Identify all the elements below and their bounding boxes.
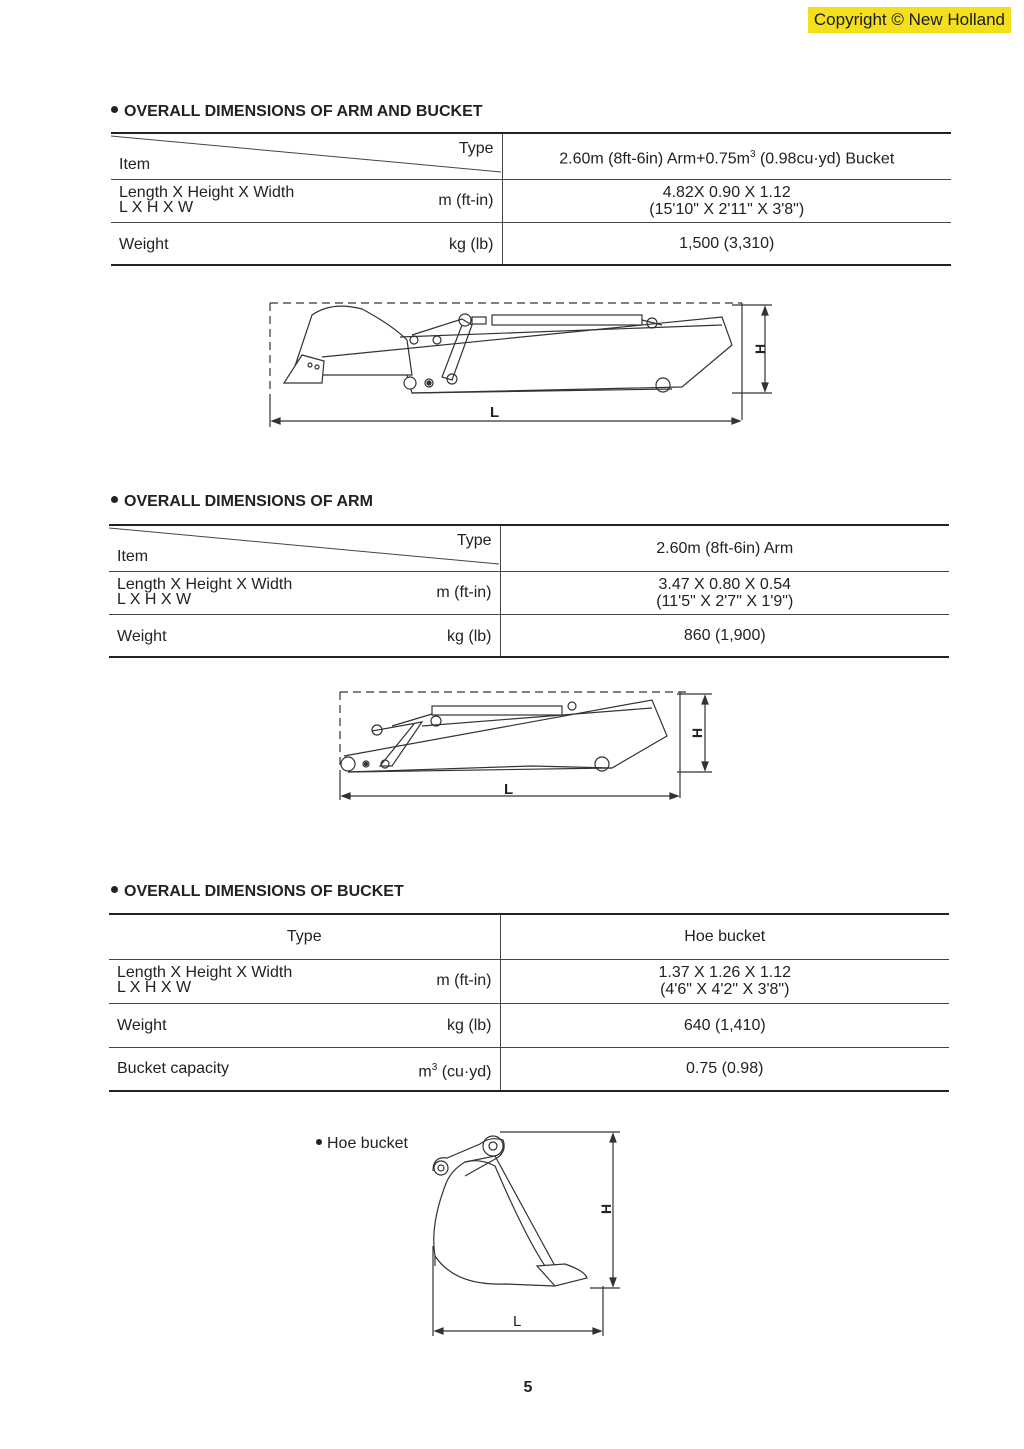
row-sublabel: L X H X W [117, 590, 192, 608]
row-value: 3.47 X 0.80 X 0.54 [658, 575, 792, 593]
row-unit: m (ft-in) [436, 583, 492, 601]
row-label: Length X Height X Width [117, 575, 293, 593]
row-value: 4.82X 0.90 X 1.12 [662, 183, 791, 201]
row-value: 0.75 (0.98) [686, 1060, 764, 1078]
height-label: H [598, 1203, 614, 1214]
table-row [111, 222, 951, 265]
row-value-imperial: (11'5" X 2'7" X 1'9") [656, 592, 794, 610]
table-row [109, 571, 949, 614]
section-title-bucket: OVERALL DIMENSIONS OF BUCKET [111, 883, 404, 901]
column-title: 2.60m (8ft-6in) Arm [656, 539, 794, 557]
arm-table [109, 524, 949, 658]
row-value-imperial: (15'10" X 2'11" X 3'8") [649, 200, 805, 218]
table-row [109, 1003, 949, 1047]
length-label: L [513, 1313, 522, 1330]
row-value-imperial: (4'6" X 4'2" X 3'8") [660, 981, 790, 998]
row-value: 640 (1,410) [683, 1016, 766, 1034]
row-label: Bucket capacity [117, 1059, 230, 1077]
hoe-bucket-note: Hoe bucket [316, 1135, 408, 1153]
row-sublabel: L X H X W [119, 198, 194, 216]
row-value: 1.37 X 1.26 X 1.12 [658, 964, 792, 981]
row-unit: m (ft-in) [438, 191, 494, 209]
hoe-bucket-drawing [425, 1126, 630, 1341]
bucket-table [109, 913, 949, 1092]
row-label: Weight [117, 627, 167, 645]
header-item: Item [119, 156, 151, 173]
arm-drawing [332, 686, 722, 802]
header-type: Type [458, 140, 494, 157]
table-row [109, 614, 949, 657]
length-label: L [504, 781, 514, 798]
table-header-row [111, 133, 951, 179]
row-unit: m (ft-in) [436, 971, 492, 989]
header-type: Type [109, 914, 500, 959]
table-header-row [109, 525, 949, 571]
row-unit: $m^3$ (cu·yd) [418, 1061, 492, 1080]
section-title-arm-bucket: OVERALL DIMENSIONS OF ARM AND BUCKET [111, 103, 483, 121]
table-row [111, 179, 951, 222]
row-label: Weight [117, 1016, 167, 1034]
bullet-icon [111, 496, 118, 503]
table-header-row [109, 914, 949, 959]
arm-bucket-table [111, 132, 951, 266]
bullet-icon [111, 106, 118, 113]
header-item: Item [117, 548, 149, 565]
height-label: H [752, 343, 768, 354]
row-label: Weight [119, 235, 169, 253]
row-unit: kg (lb) [447, 1016, 492, 1034]
table-row [109, 959, 949, 1003]
row-unit: kg (lb) [449, 235, 494, 253]
header-type: Type [456, 532, 492, 549]
row-label: Length X Height X Width [119, 183, 295, 201]
column-title: 2.60m (8ft-6in) $Arm+0.75m^3$ (0.98cu·yd) Bucket [559, 148, 895, 167]
row-sublabel: L X H X W [117, 978, 192, 996]
header-diagonal-line [109, 526, 500, 572]
table-row [109, 1047, 949, 1091]
section-title-arm: OVERALL DIMENSIONS OF ARM [111, 493, 373, 511]
column-title: Hoe bucket [684, 928, 766, 946]
arm-bucket-drawing [262, 295, 782, 430]
length-label: L [490, 404, 500, 421]
row-unit: kg (lb) [447, 627, 492, 645]
bullet-icon [316, 1139, 322, 1145]
header-diagonal-line [111, 134, 502, 180]
row-value: 1,500 (3,310) [679, 234, 775, 252]
page-number: 5 [523, 1379, 533, 1396]
row-label: Length X Height X Width [117, 963, 293, 981]
height-label: H [689, 727, 705, 738]
bullet-icon [111, 886, 118, 893]
copyright-badge: Copyright © New Holland [808, 7, 1011, 33]
row-value: 860 (1,900) [683, 626, 766, 644]
